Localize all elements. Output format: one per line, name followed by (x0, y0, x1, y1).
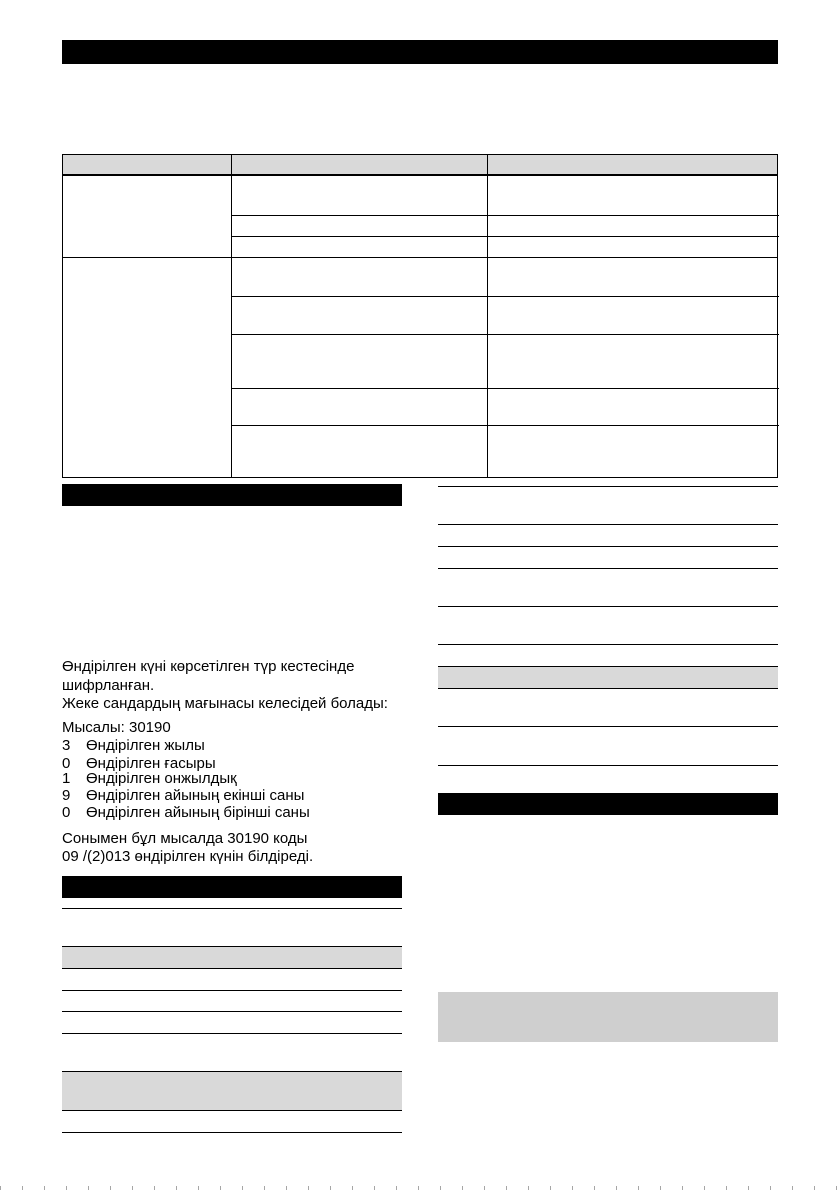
spec-group-header (62, 947, 402, 968)
table-row-sep (231, 296, 779, 297)
date-info-line-1: Өндірілген күні көрсетілген түр кестесінде (62, 658, 355, 675)
code-digit: 3 (62, 737, 71, 754)
date-summary-line-2: 09 /(2)013 өндірілген күнін білдіреді. (62, 848, 314, 865)
spec-row-line (62, 1011, 402, 1012)
code-digit: 1 (62, 770, 71, 787)
note-box (438, 992, 778, 1042)
spec-row-line (438, 726, 778, 727)
table-row-sep (231, 388, 779, 389)
date-info-line-3: Жеке сандардың мағынасы келесідей болады: (62, 695, 388, 712)
date-summary-line-1: Сонымен бұл мысалда 30190 коды (62, 830, 308, 847)
section-header-bar-left-1 (62, 484, 402, 506)
date-info-line-2: шифрланған. (62, 677, 155, 694)
spec-row-line (62, 908, 402, 909)
spec-row-line (62, 1132, 402, 1133)
table-row-sep (231, 334, 779, 335)
table-row-sep (231, 425, 779, 426)
spec-row-line (62, 1071, 402, 1072)
spec-row-line (62, 990, 402, 991)
spec-row-line (62, 1033, 402, 1034)
spec-row-line (438, 688, 778, 689)
table-row-sep (63, 175, 777, 176)
code-digit: 9 (62, 787, 71, 804)
code-label: Өндірілген айының екінші саны (86, 787, 305, 804)
spec-row-line (438, 568, 778, 569)
code-digit: 0 (62, 804, 71, 821)
spec-row-line (438, 644, 778, 645)
spec-row-line (438, 546, 778, 547)
spec-row-line (438, 606, 778, 607)
section-header-bar-left-2 (62, 876, 402, 898)
table-row-sep (231, 215, 779, 216)
code-label: Өндірілген айының бірінші саны (86, 804, 310, 821)
date-example: Мысалы: 30190 (62, 719, 171, 736)
spec-row-line (438, 765, 778, 766)
spec-row-line (62, 968, 402, 969)
spec-group-header (62, 1072, 402, 1110)
troubleshooting-table (62, 154, 778, 478)
code-row (62, 737, 205, 755)
code-row (62, 770, 237, 788)
code-row (62, 804, 310, 822)
code-label: Өндірілген ғасыры (86, 755, 216, 772)
spec-group-header (438, 666, 778, 688)
table-header-row (63, 155, 777, 175)
section-header-bar-right (438, 793, 778, 815)
spec-row-line (438, 524, 778, 525)
spec-row-line (438, 486, 778, 487)
table-col-divider-1 (231, 155, 232, 477)
code-row (62, 787, 304, 805)
section-header-bar-top (62, 40, 778, 64)
table-col-divider-2 (487, 155, 488, 477)
page-bottom-marks (0, 1186, 840, 1190)
code-label: Өндірілген онжылдық (86, 770, 237, 787)
table-row-sep (63, 257, 777, 258)
table-row-sep (231, 236, 779, 237)
code-label: Өндірілген жылы (86, 737, 205, 754)
spec-row-line (62, 946, 402, 947)
spec-row-line (62, 1110, 402, 1111)
spec-row-line (438, 666, 778, 667)
code-digit: 0 (62, 755, 71, 772)
